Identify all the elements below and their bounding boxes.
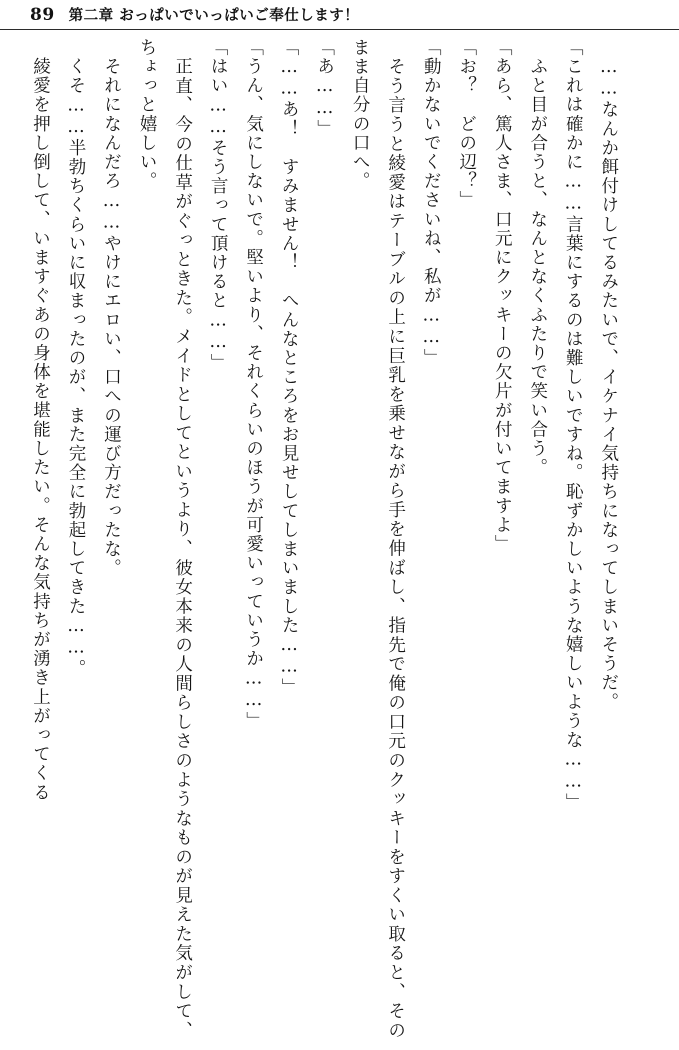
chapter-title: 第二章 おっぱいでいっぱいご奉仕します！ <box>68 7 360 24</box>
paragraph: それになんだろ……やけにエロい、口への運び方だったな。 <box>101 38 122 578</box>
paragraph: 「あら、篤人さま、口元にクッキーの欠片が付いてますよ」 <box>492 38 513 554</box>
paragraph: 「お？ どの辺？」 <box>456 38 477 210</box>
paragraph: 「はい……そう言って頂けると……」 <box>208 38 229 373</box>
page-number: 89 <box>30 4 55 25</box>
paragraph: 「あ……」 <box>314 38 335 139</box>
paragraph: 「動かないでくださいね、私が……」 <box>421 38 442 368</box>
paragraph: 「……あ！ すみません！ へんなところをお見せしてしまいました……」 <box>279 38 300 698</box>
paragraph: ふと目が合うと、なんとなくふたりで笑い合う。 <box>527 38 548 478</box>
page-body <box>22 38 661 1040</box>
vertical-text-block <box>22 38 626 1040</box>
page-header <box>0 0 679 30</box>
paragraph: そう言うと綾愛はテーブルの上に巨乳を乗せながら手を伸ばし、指先で俺の口元のクッキーをすくい取ると、そのまま自分の口へ。 <box>350 38 406 1040</box>
paragraph: 「うん、気にしないで。堅いより、それくらいのほうが可愛いっていうか……」 <box>243 38 264 731</box>
paragraph: 「これは確かに……言葉にするのは難しいですね。恥ずかしいような嬉しいような……」 <box>563 38 584 812</box>
paragraph: 正直、今の仕草がぐっときた。メイドとしてというより、彼女本来の人間らしさのようなものが見えた気がして、ちょっと嬉しい。 <box>137 38 193 1040</box>
paragraph: 綾愛を押し倒して、いますぐあの身体を堪能したい。そんな気持ちが湧き上がってくる <box>30 38 51 802</box>
paragraph: ……なんか餌付けしてるみたいで、イケナイ気持ちになってしまいそうだ。 <box>598 38 619 712</box>
paragraph: くそ……半勃ちくらいに収まったのが、また完全に勃起してきた……。 <box>66 38 87 679</box>
